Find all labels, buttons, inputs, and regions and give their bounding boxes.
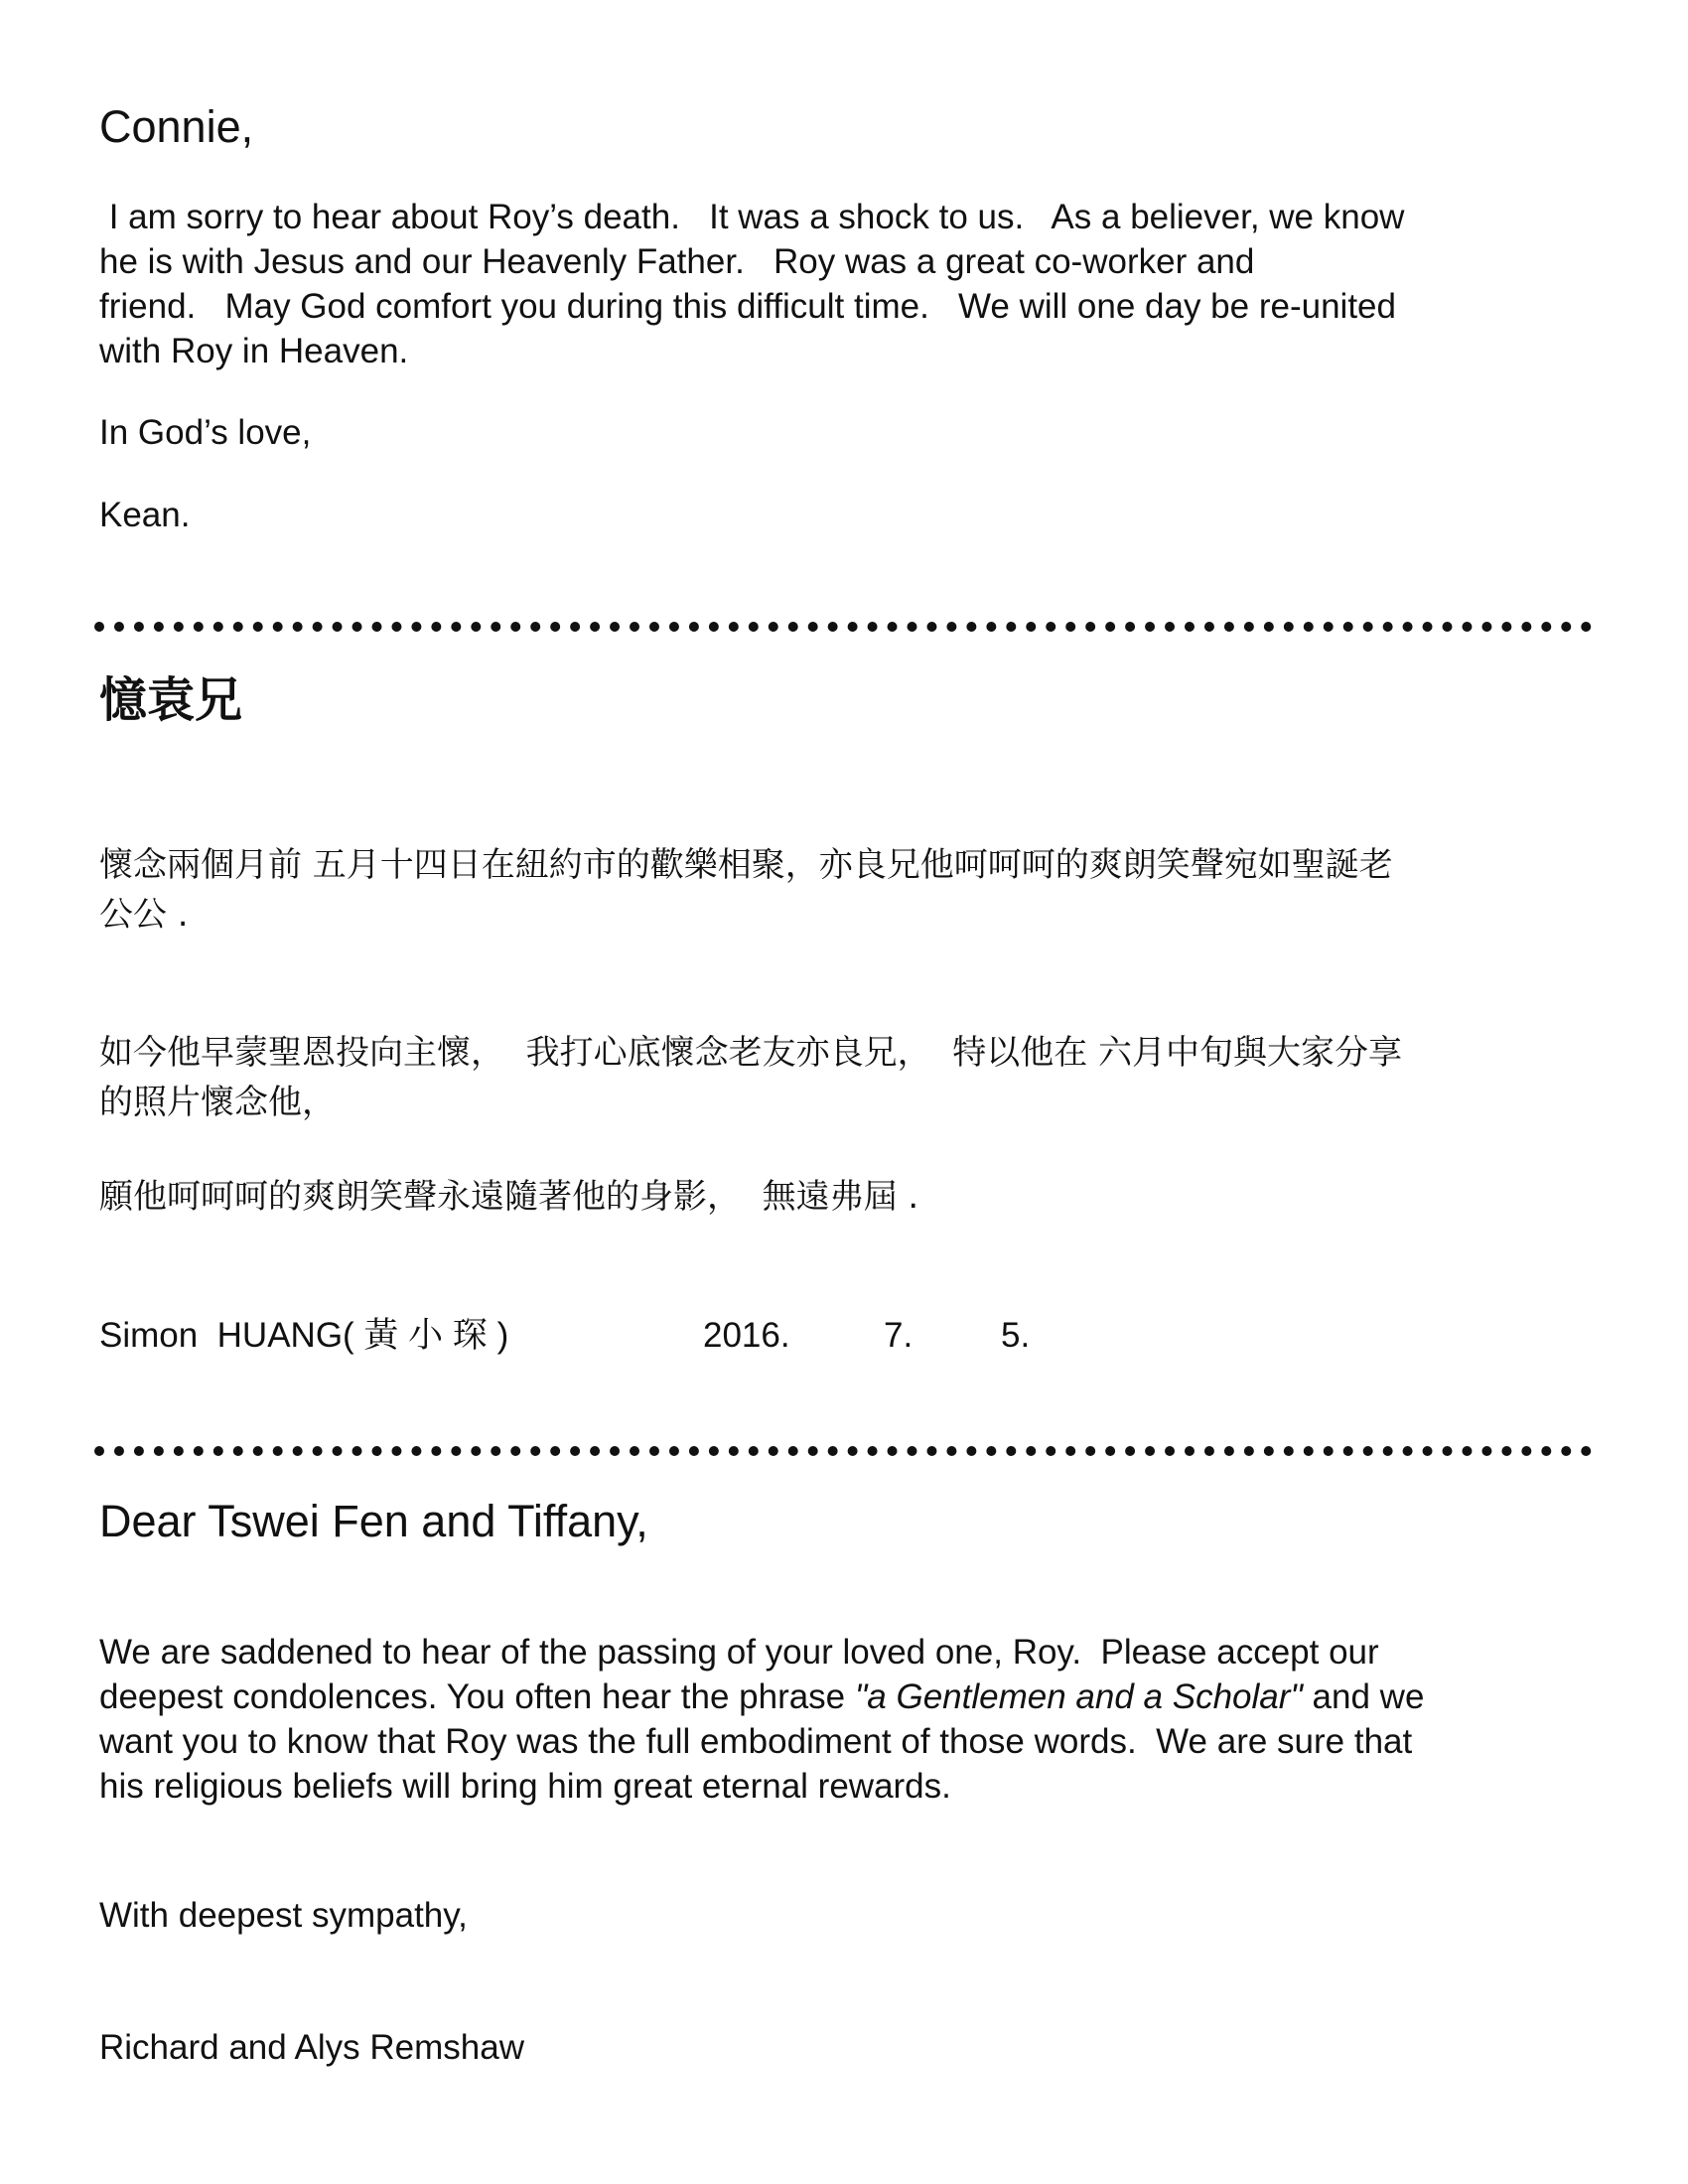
letter3-body-line <box>99 1674 1424 1719</box>
letter1-body-line: he is with Jesus and our Heavenly Father. Roy was a great co-worker and <box>99 242 1255 281</box>
letter2-para2 <box>99 1028 1402 1127</box>
letter2-signature <box>99 1313 1030 1358</box>
letter1-body-line: I am sorry to hear about Roy’s death. It was a shock to us. As a believer, we know <box>99 198 1405 236</box>
letter2-signature-day: 5. <box>1001 1316 1031 1355</box>
section-divider <box>94 1446 1592 1456</box>
letter1-body <box>99 195 1404 373</box>
letter2-para1-line: 公公 . <box>99 895 189 935</box>
letter1-body-line: friend. May God comfort you during this difficult time. We will one day be re-united <box>99 287 1396 326</box>
letter3-salutation: Dear Tswei Fen and Tiffany, <box>99 1496 648 1546</box>
letter1-salutation: Connie, <box>99 101 254 152</box>
letter3-line2-text: and we <box>1302 1677 1425 1716</box>
letter2-para2-line: 的照片懷念他， <box>99 1083 336 1122</box>
section-divider <box>94 622 1592 632</box>
letter3-body-line: want you to know that Roy was the full embodiment of those words. We are sure that <box>99 1722 1413 1761</box>
letter2-signature-month: 7. <box>884 1316 914 1355</box>
letter2-signature-name: Simon HUANG( 黃 小 琛 ) <box>99 1316 509 1355</box>
letter3-body-line: his religious beliefs will bring him great eternal rewards. <box>99 1767 951 1806</box>
letter2-title: 憶袁兄 <box>99 672 243 728</box>
letter3-line2-text: deepest condolences. You often hear the phrase <box>99 1677 855 1716</box>
letter2-para1-line: 懷念兩個月前 五月十四日在紐約市的歡樂相聚，亦良兄他呵呵呵的爽朗笑聲宛如聖誕老 <box>99 845 1393 885</box>
letter3-body <box>99 1630 1424 1809</box>
letter2-signature-year: 2016. <box>703 1316 790 1355</box>
letter3-closing: With deepest sympathy, <box>99 1896 468 1935</box>
letter1-signature: Kean. <box>99 496 191 534</box>
letter1-body-line: with Roy in Heaven. <box>99 332 409 370</box>
letter1-closing: In God’s love, <box>99 413 312 452</box>
letter3-quoted-phrase: "a Gentlemen and a Scholar" <box>854 1677 1303 1716</box>
letter2-para2-line: 如今他早蒙聖恩投向主懷， 我打心底懷念老友亦良兄， 特以他在 六月中旬與大家分享 <box>99 1033 1403 1073</box>
letter3-body-line: We are saddened to hear of the passing of your loved one, Roy. Please accept our <box>99 1633 1379 1672</box>
letter2-para3: 願他呵呵呵的爽朗笑聲永遠隨著他的身影， 無遠弗屆 . <box>99 1177 919 1217</box>
letter2-para1 <box>99 840 1393 940</box>
letter3-signature: Richard and Alys Remshaw <box>99 2028 524 2067</box>
